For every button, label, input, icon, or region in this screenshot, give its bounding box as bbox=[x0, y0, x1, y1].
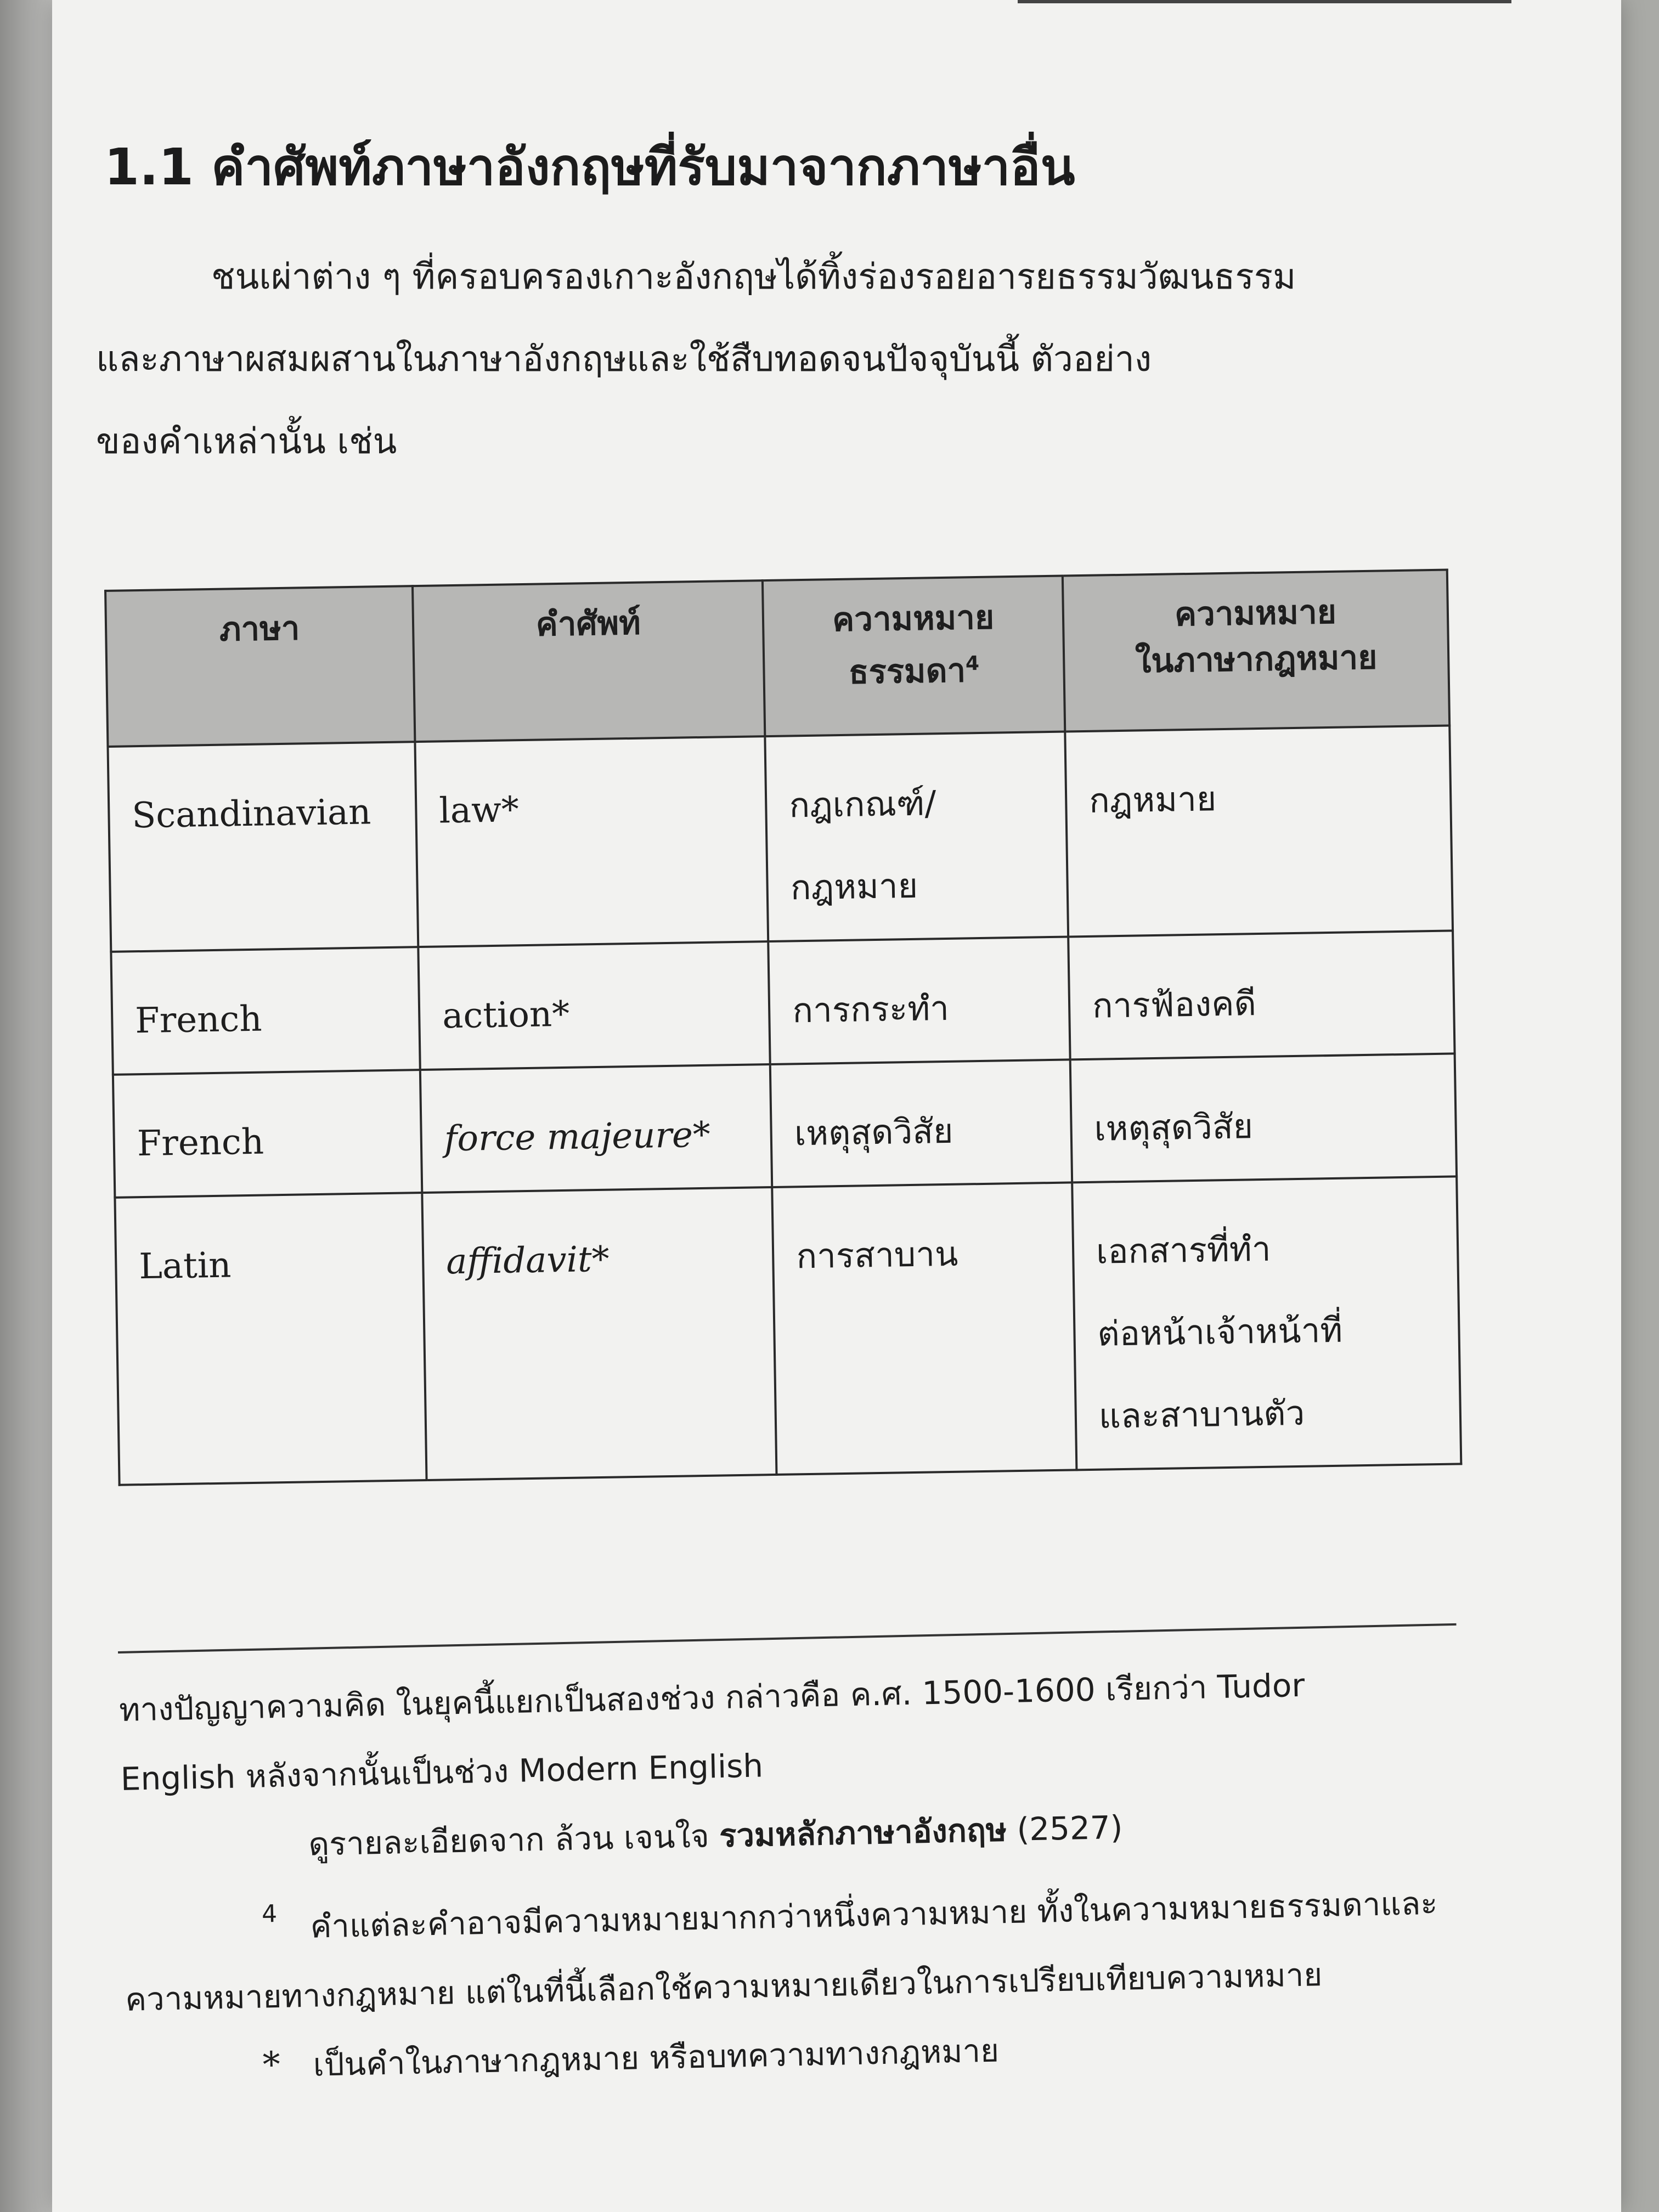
cell-language: French bbox=[111, 947, 420, 1075]
footnotes bbox=[118, 1622, 1532, 2103]
cell-ordinary: การสาบาน bbox=[772, 1182, 1077, 1475]
cell-legal: การฟ้องคดี bbox=[1068, 930, 1455, 1059]
cell-word: affidavit* bbox=[422, 1187, 776, 1480]
header-ordinary-meaning: ความหมาย ธรรมดา$^4$ bbox=[763, 576, 1065, 737]
intro-line: ชนเผ่าต่าง ๆ ที่ครอบครองเกาะอังกฤษได้ทิ้งร่องรอยอารยธรรมวัฒนธรรม bbox=[211, 257, 1296, 297]
footnote-number: 4 bbox=[261, 1900, 278, 1928]
cell-language: French bbox=[113, 1070, 422, 1198]
table-row bbox=[115, 1176, 1461, 1485]
cell-word: law* bbox=[415, 736, 768, 947]
footnote-ref-4: 4 bbox=[965, 652, 980, 675]
section-title: 1.1 คำศัพท์ภาษาอังกฤษที่รับมาจากภาษาอื่น bbox=[104, 138, 1075, 196]
footnote-4-cont: ความหมายทางกฎหมาย แต่ในที่นี้เลือกใช้ความหมายเดียวในการเปรียบเทียบความหมาย bbox=[125, 1956, 1323, 2018]
footnote-reference-line: ดูรายละเอียดจาก ล้วน เจนใจ รวมหลักภาษาอังกฤษ (2527) bbox=[308, 1808, 1124, 1863]
cell-ordinary: เหตุสุดวิสัย bbox=[770, 1059, 1072, 1187]
header-legal-meaning: ความหมาย ในภาษากฎหมาย bbox=[1063, 570, 1449, 732]
intro-line: และภาษาผสมผสานในภาษาอังกฤษและใช้สืบทอดจนปัจจุบันนี้ ตัวอย่าง bbox=[96, 339, 1152, 380]
cell-legal: กฎหมาย bbox=[1065, 726, 1453, 937]
asterisk-mark: * bbox=[262, 2044, 281, 2086]
table-row bbox=[113, 1053, 1457, 1197]
table-row bbox=[108, 726, 1453, 952]
cell-legal: เอกสารที่ทำ ต่อหน้าเจ้าหน้าที่ และสาบานตัว bbox=[1072, 1176, 1461, 1470]
header-word: คำศัพท์ bbox=[413, 580, 765, 742]
background-left bbox=[0, 0, 60, 2212]
cell-word: force majeure* bbox=[420, 1064, 772, 1193]
intro-line: ของคำเหล่านั้น เช่น bbox=[96, 421, 397, 462]
book-page bbox=[52, 0, 1621, 2212]
cell-legal: เหตุสุดวิสัย bbox=[1070, 1053, 1457, 1182]
cell-ordinary: กฎเกณฑ์/ กฎหมาย bbox=[765, 732, 1068, 942]
table-header-row bbox=[105, 570, 1449, 747]
intro-paragraph bbox=[96, 236, 1435, 483]
footnote-continued-line: ทางปัญญาความคิด ในยุคนี้แยกเป็นสองช่วง กล่าวคือ ค.ศ. 1500-1600 เรียกว่า Tudor bbox=[119, 1666, 1305, 1729]
terms-table bbox=[104, 569, 1462, 1486]
footnote-star: * เป็นคำในภาษากฎหมาย หรือบทความทางกฎหมาย bbox=[126, 2005, 1532, 2103]
cell-ordinary: การกระทำ bbox=[768, 936, 1070, 1064]
footnote-4: 4 คำแต่ละคำอาจมีความหมายมากกว่าหนึ่งความหมาย ทั้งในความหมายธรรมดาและ bbox=[123, 1853, 1529, 1965]
cell-language: Scandinavian bbox=[108, 742, 418, 952]
cell-word: action* bbox=[418, 941, 770, 1070]
table-row bbox=[111, 930, 1454, 1074]
book-title: รวมหลักภาษาอังกฤษ bbox=[719, 1811, 1007, 1855]
header-language: ภาษา bbox=[105, 586, 415, 747]
cell-language: Latin bbox=[115, 1193, 426, 1485]
header-rule bbox=[1018, 0, 1511, 3]
footnote-continued-line: English หลังจากนั้นเป็นช่วง Modern English bbox=[120, 1747, 764, 1798]
footnote-rule bbox=[118, 1623, 1457, 1654]
